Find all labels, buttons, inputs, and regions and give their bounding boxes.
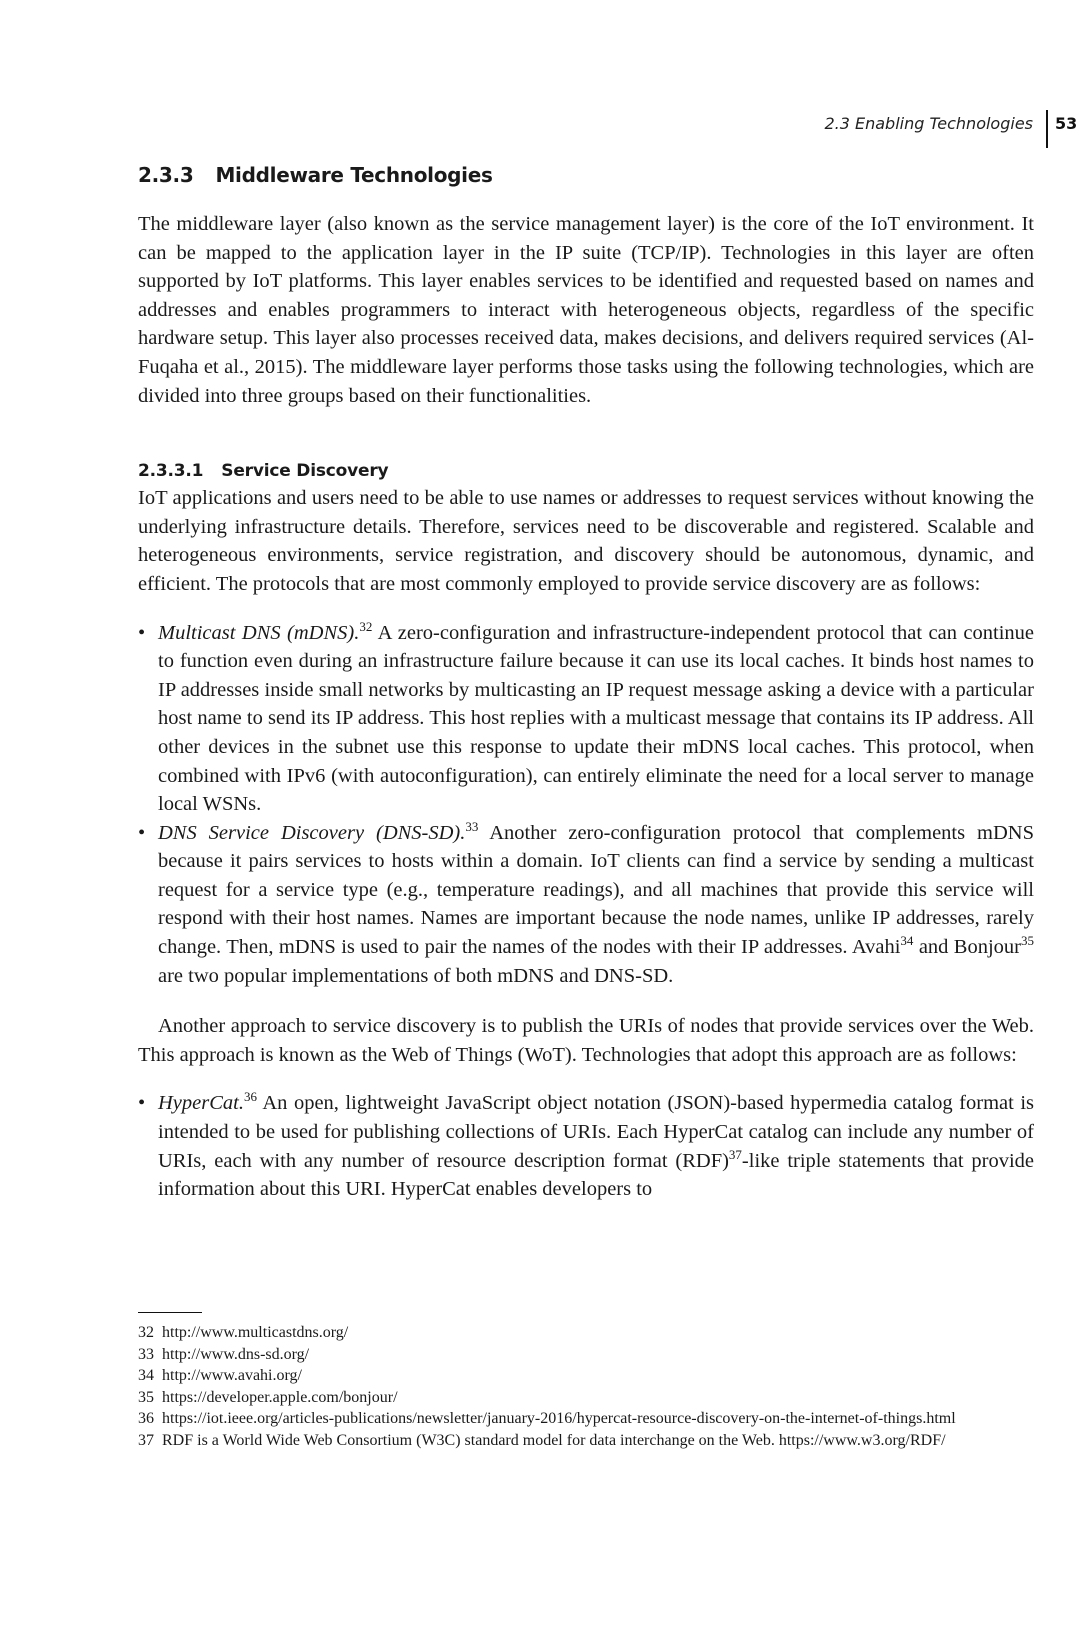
footnote-link[interactable]: https://iot.ieee.org/articles-publications/newsletter/january-2016/hypercat-resource-discovery-on-the-internet-of-things.html — [162, 1410, 956, 1427]
middleware-paragraph: The middleware layer (also known as the service management layer) is the core of the IoT environment. It can be mapped to the application layer in the IP suite (TCP/IP). Technologies in this layer are often supported by IoT platforms. This layer enables services to be identified and requested based on names and addresses and enables programmers to interact with heterogeneous objects, regardless of the specific hardware setup. This layer also processes received data, makes decisions, and delivers required services (Al-Fuqaha et al., 2015). The middleware layer performs those tasks using the following technologies, which are divided into three groups based on their functionalities. — [138, 213, 1034, 407]
wot-paragraph: Another approach to service discovery is to publish the URIs of nodes that provide services over the Web. This approach is known as the Web of Things (WoT). Technologies that adopt this approach are as follows: — [138, 1015, 1034, 1066]
mdns-description: A zero-configuration and infrastructure-independent protocol that can continue to function even during an infrastructure failure because it can use its local caches. It binds host names to IP addresses inside small networks by multicasting an IP request message asking a device with a particular host name to send its IP address. This host replies with a multicast message that contains its IP address. All other devices in the subnet use this response to update their mDNS local caches. This protocol, when combined with IPv6 (with autoconfiguration), can entirely eliminate the need for a local server to manage local WSNs. — [158, 621, 1035, 816]
footnote-ref-32: 32 — [359, 618, 373, 634]
section-heading — [138, 160, 1034, 190]
footnote-link[interactable]: http://www.multicastdns.org/ — [162, 1324, 349, 1341]
footnote-number: 34 — [138, 1367, 154, 1384]
footnote-ref-34: 34 — [900, 933, 914, 949]
page-number: 53 — [1055, 114, 1078, 133]
footnote-link[interactable]: http://www.avahi.org/ — [162, 1367, 302, 1384]
footnote-36 — [138, 1408, 1034, 1430]
header-divider — [1046, 110, 1048, 148]
footnote-number: 37 — [138, 1431, 154, 1449]
dns-sd-description-a: Another zero-configuration protocol that complements mDNS because it pairs services to hosts within a domain. IoT clients can find a service by sending a multicast request for a service type (e.g., temperature readings), and all machines that provide this service will respond with their host names. Names are important because the node names, unlike IP addresses, rarely change. Then, mDNS is used to pair the names of the nodes with their IP addresses. Avahi — [158, 821, 1034, 959]
hypercat-description-b: -like triple statements that provide information about this URI. HyperCat enables developers to — [158, 1149, 1034, 1201]
footnote-number: 32 — [138, 1324, 154, 1341]
footnote-34 — [138, 1365, 1034, 1387]
bullet-icon: • — [138, 821, 146, 844]
footnote-link[interactable]: https://developer.apple.com/bonjour/ — [162, 1388, 398, 1406]
footnote-32 — [138, 1322, 1034, 1344]
wot-list — [138, 1089, 1034, 1203]
footnote-rule — [138, 1312, 202, 1313]
running-title: 2.3 Enabling Technologies — [824, 114, 1033, 133]
footnote-number: 33 — [138, 1345, 154, 1363]
footnotes — [138, 1312, 1034, 1451]
footnote-35 — [138, 1387, 1034, 1409]
footnote-37 — [138, 1430, 1034, 1452]
footnote-number: 36 — [138, 1410, 154, 1427]
footnote-33 — [138, 1344, 1034, 1366]
running-header — [0, 110, 1080, 150]
service-discovery-paragraph: IoT applications and users need to be able to use names or addresses to request services without knowing the underlying infrastructure details. Therefore, services need to be discoverable and registered. Scalable and heterogeneous environments, service registration, and discovery should be autonomous, dynamic, and efficient. The protocols that are most commonly employed to provide service discovery are as follows: — [138, 487, 1034, 595]
list-item-mdns — [138, 619, 1034, 819]
footnote-ref-36: 36 — [243, 1089, 257, 1105]
protocol-list — [138, 619, 1034, 991]
bullet-icon: • — [138, 1092, 146, 1115]
footnote-ref-35: 35 — [1021, 933, 1035, 949]
hypercat-description-a: An open, lightweight JavaScript object notation (JSON)-based hypermedia catalog format is intended to be used for publishing collections of URIs. Each HyperCat catalog can include any number of URIs, each with any number of resource description format (RDF) — [158, 1092, 1034, 1172]
section-title: Middleware Technologies — [215, 163, 493, 187]
subsection-heading — [138, 458, 1034, 484]
section-number: 2.3.3 — [138, 163, 194, 187]
footnote-number: 35 — [138, 1388, 154, 1406]
bullet-icon: • — [138, 621, 146, 644]
footnote-ref-33: 33 — [465, 818, 479, 834]
main-content — [138, 160, 1034, 1204]
dns-sd-description-c: are two popular implementations of both mDNS and DNS-SD. — [158, 964, 674, 987]
term-mdns: Multicast DNS (mDNS). — [158, 621, 360, 644]
subsection-title: Service Discovery — [221, 461, 389, 482]
footnote-link[interactable]: http://www.dns-sd.org/ — [162, 1345, 310, 1363]
term-hypercat: HyperCat. — [158, 1092, 244, 1115]
footnote-ref-37: 37 — [728, 1146, 742, 1162]
footnote-text: RDF is a World Wide Web Consortium (W3C) standard model for data interchange on the Web. https://www.w3.org/RDF/ — [162, 1431, 946, 1449]
dns-sd-description-b: and Bonjour — [918, 936, 1022, 959]
term-dns-sd: DNS Service Discovery (DNS-SD). — [158, 821, 466, 844]
list-item-dns-sd — [138, 819, 1034, 991]
subsection-number: 2.3.3.1 — [138, 461, 204, 482]
list-item-hypercat — [138, 1089, 1034, 1203]
